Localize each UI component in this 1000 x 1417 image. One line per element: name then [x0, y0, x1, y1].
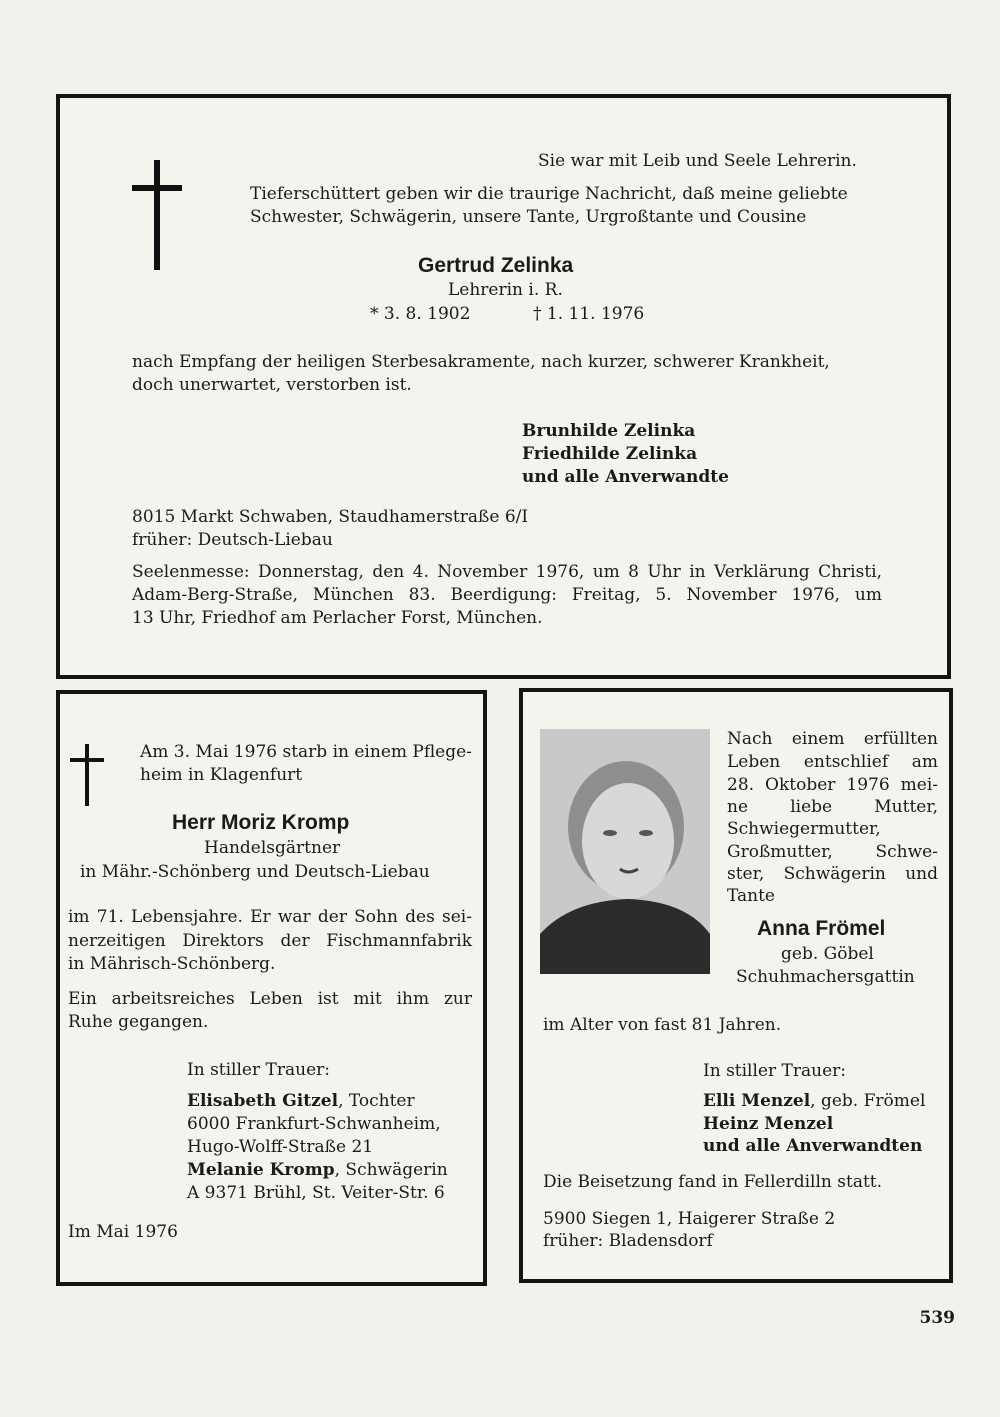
burial-line: Die Beisetzung fand in Fellerdilln statt. [543, 1172, 883, 1192]
mourner-2-name: Melanie Kromp [187, 1160, 335, 1180]
intro-line-1: Am 3. Mai 1976 starb in einem Pflege- [140, 742, 472, 762]
mass-line-3: 13 Uhr, Friedhof am Perlacher Forst, München. [132, 608, 543, 628]
text-line-7: ster, Schwägerin und [727, 864, 938, 884]
portrait-photo-image [540, 729, 710, 974]
deceased-name: Anna Frömel [757, 917, 886, 940]
mass-line-1: Seelenmesse: Donnerstag, den 4. November 1976, um 8 Uhr in Verklärung Christi, [132, 562, 882, 582]
mourner-1: Brunhilde Zelinka [522, 421, 696, 441]
intro-line-2: heim in Klagenfurt [140, 765, 303, 785]
mourner-2-relation: , Schwägerin [334, 1160, 448, 1180]
address-line-2: früher: Bladensdorf [543, 1231, 713, 1251]
portrait-photo [540, 729, 710, 974]
text-line-3: in Mährisch-Schönberg. [68, 954, 276, 974]
text-line-3: 28. Oktober 1976 mei- [727, 775, 938, 795]
deceased-title: Lehrerin i. R. [448, 280, 563, 300]
mourner-1-name: Elli Menzel [703, 1091, 811, 1111]
text-line-1: im 71. Lebensjahre. Er war der Sohn des sei- [68, 907, 472, 927]
birth-date: * 3. 8. 1902 [370, 304, 471, 324]
text-line-2: nerzeitigen Direktors der Fischmannfabrik [68, 931, 472, 951]
mourner-3: und alle Anverwandten [703, 1136, 923, 1156]
mourner-1-relation: , Tochter [338, 1091, 415, 1111]
text-line-2: doch unerwartet, verstorben ist. [132, 375, 412, 395]
deceased-name: Gertrud Zelinka [418, 254, 574, 277]
mourner-2-address: A 9371 Brühl, St. Veiter-Str. 6 [187, 1183, 445, 1203]
text-line-1: nach Empfang der heiligen Sterbesakramente, nach kurzer, schwerer Krankheit, [132, 352, 830, 372]
mourning-heading: In stiller Trauer: [187, 1060, 330, 1080]
deceased-title: Schuhmachersgattin [736, 967, 915, 987]
page-number: 539 [919, 1308, 955, 1328]
text-line-8: Tante [727, 886, 775, 906]
text-line-4: ne liebe Mutter, [727, 797, 938, 817]
announcement-line-1: Tieferschüttert geben wir die traurige Nachricht, daß meine geliebte [250, 184, 848, 204]
text-line-6: Großmutter, Schwe- [727, 842, 938, 862]
address-line-2: früher: Deutsch-Liebau [132, 530, 333, 550]
announcement-line-2: Schwester, Schwägerin, unsere Tante, Urgroßtante und Cousine [250, 207, 807, 227]
maiden-name: geb. Göbel [781, 944, 874, 964]
mourner-1 [703, 1090, 925, 1113]
mourner-1-detail: , geb. Frömel [810, 1091, 926, 1111]
obituary-anna-fromel [519, 688, 953, 1283]
text-line-5: Schwiegermutter, [727, 819, 881, 839]
notice-date: Im Mai 1976 [68, 1222, 178, 1242]
death-date: † 1. 11. 1976 [533, 304, 645, 324]
mourner-1 [187, 1090, 415, 1113]
obituary-gertrud-zelinka [56, 94, 951, 679]
mourner-2 [187, 1159, 448, 1182]
mourner-2: Friedhilde Zelinka [522, 444, 698, 464]
obituary-moriz-kromp [56, 690, 487, 1286]
text-line-5: Ruhe gegangen. [68, 1012, 209, 1032]
text-line-2: Leben entschlief am [727, 752, 938, 772]
mourner-1-name: Elisabeth Gitzel [187, 1091, 339, 1111]
mass-line-2: Adam-Berg-Straße, München 83. Beerdigung: Freitag, 5. November 1976, um [132, 585, 882, 605]
cross-icon [132, 160, 182, 270]
cross-icon [70, 744, 104, 806]
text-line-4: Ein arbeitsreiches Leben ist mit ihm zur [68, 989, 472, 1009]
deceased-place: in Mähr.-Schönberg und Deutsch-Liebau [80, 862, 430, 882]
mourning-heading: In stiller Trauer: [703, 1061, 846, 1081]
address-line-1: 8015 Markt Schwaben, Staudhamerstraße 6/I [132, 507, 529, 527]
mourner-3: und alle Anverwandte [522, 467, 729, 487]
age-line: im Alter von fast 81 Jahren. [543, 1015, 782, 1035]
mourner-1-address-1: 6000 Frankfurt-Schwanheim, [187, 1114, 441, 1134]
text-line-1: Nach einem erfüllten [727, 729, 938, 749]
deceased-title: Handelsgärtner [204, 838, 341, 858]
deceased-name: Herr Moriz Kromp [172, 811, 350, 834]
intro-text: Sie war mit Leib und Seele Lehrerin. [538, 151, 857, 171]
mourner-2: Heinz Menzel [703, 1114, 834, 1134]
mourner-1-address-2: Hugo-Wolff-Straße 21 [187, 1137, 374, 1157]
address-line-1: 5900 Siegen 1, Haigerer Straße 2 [543, 1209, 836, 1229]
